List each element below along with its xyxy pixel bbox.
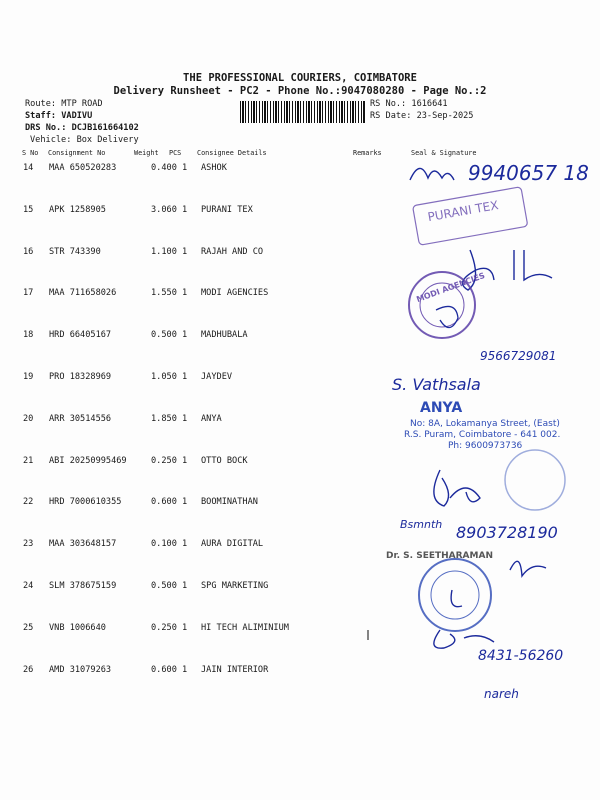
- cell-consignee: SPG MARKETING: [201, 581, 269, 591]
- signature-23: [510, 561, 546, 576]
- cell-weight: 0.600: [151, 497, 177, 507]
- purani-tex-stamp: [413, 187, 528, 245]
- cell-pcs: 1: [182, 163, 188, 173]
- runsheet-subtitle: Delivery Runsheet - PC2 - Phone No.:9047080280 - Page No.:2: [113, 85, 487, 97]
- cell-pcs: 1: [182, 539, 188, 549]
- cell-consignee: ASHOK: [201, 163, 227, 173]
- signature-16: [463, 250, 552, 290]
- cell-weight: 0.400: [151, 163, 177, 173]
- staff-label: Staff: VADIVU: [25, 111, 93, 121]
- signature-17: [436, 306, 458, 327]
- cell-sno: 21: [23, 456, 34, 466]
- cell-consignee: AURA DIGITAL: [201, 539, 264, 549]
- cell-consignee: MODI AGENCIES: [201, 288, 269, 298]
- signature-25: [434, 630, 494, 648]
- col-remarks: Remarks: [353, 149, 382, 157]
- cell-weight: 0.600: [151, 665, 177, 675]
- cell-pcs: 1: [182, 414, 188, 424]
- cell-consignee: HI TECH ALIMINIUM: [201, 623, 289, 633]
- anya-stamp: [404, 400, 560, 451]
- col-consignment: Consignment No: [48, 149, 106, 157]
- cell-sno: 19: [23, 372, 34, 382]
- signature-21: [434, 470, 480, 506]
- cell-consignment-no: PRO 18328969: [49, 372, 112, 382]
- cell-consignment-no: STR 743390: [49, 247, 101, 257]
- cell-pcs: 1: [182, 581, 188, 591]
- cell-consignment-no: HRD 66405167: [49, 330, 112, 340]
- cell-pcs: 1: [182, 288, 188, 298]
- cell-consignee: OTTO BOCK: [201, 456, 248, 466]
- cell-consignment-no: APK 1258905: [49, 205, 106, 215]
- cell-weight: 0.250: [151, 623, 177, 633]
- vehicle-label: Vehicle: Box Delivery: [30, 135, 139, 145]
- anya-stamp-address-2: R.S. Puram, Coimbatore - 641 002.: [404, 430, 561, 440]
- cell-consignment-no: MAA 711658026: [49, 288, 117, 298]
- cell-consignment-no: ABI 20250995469: [49, 456, 127, 466]
- cell-sno: 26: [23, 665, 34, 675]
- handwritten-phone-14: 9940657 18: [468, 161, 589, 185]
- anya-stamp-name: ANYA: [420, 400, 463, 416]
- cell-sno: 18: [23, 330, 34, 340]
- signature-22: Bsmnth: [400, 518, 443, 531]
- cell-sno: 17: [23, 288, 34, 298]
- cell-sno: 14: [23, 163, 34, 173]
- cell-pcs: 1: [182, 247, 188, 257]
- col-pcs: PCS: [169, 149, 182, 157]
- cell-consignment-no: MAA 650520283: [49, 163, 117, 173]
- company-title: THE PROFESSIONAL COURIERS, COIMBATORE: [183, 72, 417, 84]
- signature-14: [410, 168, 454, 180]
- handwritten-phone-25: 8431-56260: [478, 648, 564, 664]
- signature-24: [451, 590, 462, 607]
- anya-stamp-phone: Ph: 9600973736: [448, 441, 523, 451]
- cell-consignee: MADHUBALA: [201, 330, 248, 340]
- cell-sno: 25: [23, 623, 34, 633]
- cell-sno: 20: [23, 414, 34, 424]
- cell-pcs: 1: [182, 205, 188, 215]
- cell-consignee: RAJAH AND CO: [201, 247, 264, 257]
- otto-bock-stamp: [505, 450, 565, 510]
- cell-consignee: JAIN INTERIOR: [201, 665, 269, 675]
- cell-consignment-no: HRD 7000610355: [49, 497, 122, 507]
- purani-tex-text: PURANI TEX: [426, 198, 500, 225]
- cell-pcs: 1: [182, 623, 188, 633]
- cell-weight: 1.100: [151, 247, 177, 257]
- cell-sno: 15: [23, 205, 34, 215]
- cell-sno: 24: [23, 581, 34, 591]
- cell-consignment-no: ARR 30514556: [49, 414, 112, 424]
- drs-number: DRS No.: DCJB161664102: [25, 123, 139, 133]
- cell-consignment-no: SLM 378675159: [49, 581, 117, 591]
- cell-sno: 22: [23, 497, 34, 507]
- cell-weight: 3.060: [151, 205, 177, 215]
- col-weight: Weight: [134, 149, 159, 157]
- cell-consignment-no: VNB 1006640: [49, 623, 106, 633]
- rs-number: RS No.: 1616641: [370, 99, 448, 109]
- doctor-stamp: Dr. S. SEETHARAMAN: [386, 551, 493, 561]
- cell-pcs: 1: [182, 330, 188, 340]
- cell-consignee: JAYDEV: [201, 372, 233, 382]
- spg-marketing-stamp: [419, 559, 491, 631]
- cell-weight: 1.850: [151, 414, 177, 424]
- cell-consignee: BOOMINATHAN: [201, 497, 258, 507]
- col-sno: S No: [22, 149, 39, 157]
- route-label: Route: MTP ROAD: [25, 99, 103, 109]
- cell-weight: 0.500: [151, 330, 177, 340]
- signature-26: nareh: [484, 687, 519, 701]
- cell-sno: 23: [23, 539, 34, 549]
- cell-consignment-no: AMD 31079263: [49, 665, 112, 675]
- cell-consignee: ANYA: [201, 414, 222, 424]
- cell-weight: 0.100: [151, 539, 177, 549]
- handwritten-phone-18: 9566729081: [480, 349, 557, 363]
- cell-weight: 0.500: [151, 581, 177, 591]
- cell-pcs: 1: [182, 456, 188, 466]
- cell-pcs: 1: [182, 665, 188, 675]
- anya-stamp-address-1: No: 8A, Lokamanya Street, (East): [410, 419, 560, 429]
- cell-sno: 16: [23, 247, 34, 257]
- cell-consignee: PURANI TEX: [201, 205, 253, 215]
- handwritten-name-19: S. Vathsala: [392, 375, 481, 394]
- cell-weight: 0.250: [151, 456, 177, 466]
- cell-weight: 1.050: [151, 372, 177, 382]
- cell-pcs: 1: [182, 372, 188, 382]
- modi-agencies-text: MODI AGENCIES: [415, 270, 487, 305]
- col-consignee: Consignee Details: [197, 149, 267, 157]
- cell-weight: 1.550: [151, 288, 177, 298]
- cell-pcs: 1: [182, 497, 188, 507]
- cell-consignment-no: MAA 303648157: [49, 539, 117, 549]
- col-signature: Seal & Signature: [411, 149, 477, 157]
- handwritten-phone-22: 8903728190: [456, 523, 558, 542]
- rs-date: RS Date: 23-Sep-2025: [370, 111, 474, 121]
